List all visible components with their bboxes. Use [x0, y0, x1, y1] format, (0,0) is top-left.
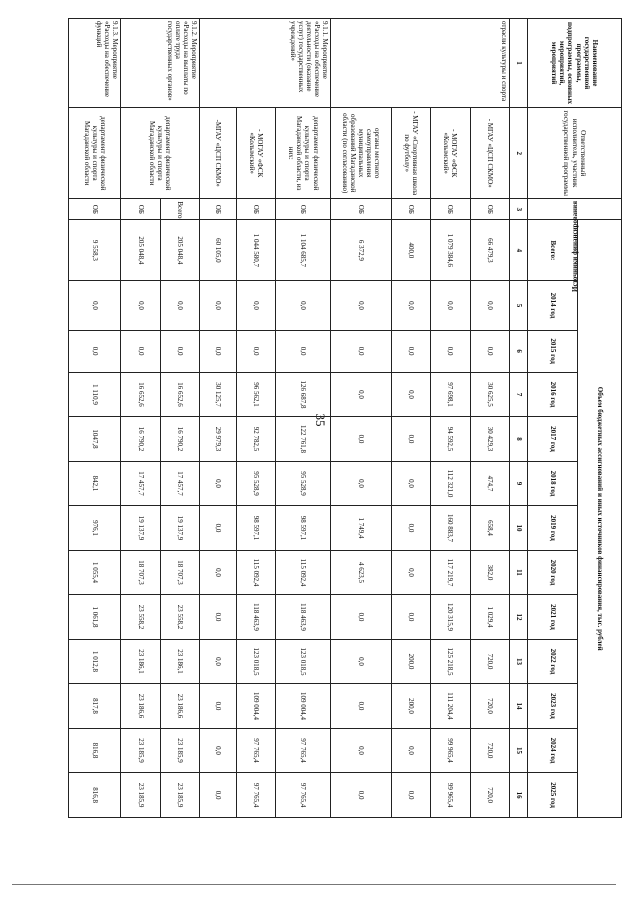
- row-year-value: 120 315,9: [431, 595, 470, 640]
- row-year-value: 99 965,4: [431, 728, 470, 773]
- row-year-value: 97 765,4: [276, 728, 331, 773]
- row-year-value: 17 457,7: [121, 461, 160, 506]
- col-number: 10: [510, 506, 528, 551]
- row-year-value: 19 137,9: [160, 506, 199, 551]
- row-year-value: 97 765,4: [237, 773, 276, 818]
- row-total-value: 66 479,3: [470, 220, 509, 281]
- header-year-2022: 2022 год: [528, 639, 578, 684]
- row-year-value: 18 707,3: [121, 550, 160, 595]
- row-year-value: 720,0: [470, 684, 509, 729]
- row-year-value: 109 004,4: [237, 684, 276, 729]
- row-year-value: 0,0: [121, 330, 160, 372]
- row-total-value: 9 558,3: [69, 220, 122, 281]
- row-source: ОБ: [470, 199, 509, 220]
- row-year-value: 1 012,8: [69, 639, 122, 684]
- header-year-2020: 2020 год: [528, 550, 578, 595]
- header-year-2023: 2023 год: [528, 684, 578, 729]
- row-year-value: 0,0: [160, 281, 199, 330]
- row-year-value: 0,0: [237, 281, 276, 330]
- col-number: 14: [510, 684, 528, 729]
- row-year-value: 0,0: [200, 330, 237, 372]
- row-executor: департамент физической культуры и спорта Магаданской области, из них:: [276, 108, 331, 199]
- col-number: 6: [510, 330, 528, 372]
- row-year-value: 115 092,4: [237, 550, 276, 595]
- row-year-value: 0,0: [331, 330, 391, 372]
- row-year-value: 111 204,4: [431, 684, 470, 729]
- row-year-value: 0,0: [200, 281, 237, 330]
- row-year-value: 0,0: [331, 281, 391, 330]
- row-year-value: 16 652,6: [121, 372, 160, 417]
- row-year-value: 23 558,2: [160, 595, 199, 640]
- row-total-value: 1 104 685,7: [276, 220, 331, 281]
- column-number-row: [510, 19, 528, 818]
- row-year-value: 23 185,9: [160, 773, 199, 818]
- row-year-value: 0,0: [391, 773, 430, 818]
- row-year-value: 0,0: [200, 550, 237, 595]
- col-number: 7: [510, 372, 528, 417]
- row-year-value: 18 707,3: [160, 550, 199, 595]
- table-frame: [68, 18, 622, 818]
- row-year-value: 23 558,2: [121, 595, 160, 640]
- row-year-value: 0,0: [121, 281, 160, 330]
- row-year-value: 0,0: [391, 728, 430, 773]
- row-year-value: 117 219,7: [431, 550, 470, 595]
- table-row: [391, 19, 430, 818]
- row-year-value: 122 761,8: [276, 417, 331, 462]
- row-year-value: 160 883,7: [431, 506, 470, 551]
- row-year-value: 0,0: [391, 330, 430, 372]
- row-year-value: 0,0: [331, 461, 391, 506]
- row-year-value: 0,0: [276, 281, 331, 330]
- page-bottom-rule: [12, 884, 616, 885]
- row-year-value: 1 061,8: [69, 595, 122, 640]
- row-year-value: 109 004,4: [276, 684, 331, 729]
- row-year-value: 0,0: [200, 506, 237, 551]
- header-total: Всего:: [528, 220, 578, 281]
- col-number: 4: [510, 220, 528, 281]
- col-number: 12: [510, 595, 528, 640]
- row-year-value: 1 749,4: [331, 506, 391, 551]
- col-number: 5: [510, 281, 528, 330]
- col-number: 2: [510, 108, 528, 199]
- header-year-2024: 2024 год: [528, 728, 578, 773]
- row-year-value: 16 790,2: [121, 417, 160, 462]
- table-row: [331, 19, 391, 818]
- row-year-value: 118 463,9: [276, 595, 331, 640]
- row-year-value: 0,0: [470, 330, 509, 372]
- row-executor: -МГАУ «ЦСП СКМО»: [200, 108, 237, 199]
- row-program-name: отрасли культуры и спорта: [331, 19, 510, 108]
- row-year-value: 23 186,6: [160, 684, 199, 729]
- table-row: [200, 19, 237, 818]
- row-year-value: 95 528,9: [237, 461, 276, 506]
- row-executor: - МОГАУ «ФСК «Колымский»: [237, 108, 276, 199]
- row-source: ОБ: [237, 199, 276, 220]
- row-year-value: 29 979,3: [200, 417, 237, 462]
- row-year-value: 0,0: [200, 639, 237, 684]
- row-year-value: 0,0: [200, 595, 237, 640]
- row-program-name: 9.1.1. Мероприятие «Расходы на обеспечение деятельности (оказание услуг) государственных учреждений»: [200, 19, 331, 108]
- row-year-value: 4 623,5: [331, 550, 391, 595]
- col-number: 1: [510, 19, 528, 108]
- row-executor: департамент физической культуры и спорта Магаданской области: [69, 108, 122, 199]
- row-year-value: 0,0: [160, 330, 199, 372]
- header-volume: Объем бюджетных ассигнований и иных источников финансирования, тыс. рублей: [578, 220, 622, 818]
- header-year-2021: 2021 год: [528, 595, 578, 640]
- rotated-table-container: [68, 18, 622, 818]
- row-year-value: 99 965,4: [431, 773, 470, 818]
- row-year-value: 118 463,9: [237, 595, 276, 640]
- row-year-value: 0,0: [331, 372, 391, 417]
- row-total-value: 1 079 384,6: [431, 220, 470, 281]
- row-year-value: 0,0: [391, 417, 430, 462]
- row-year-value: 0,0: [331, 417, 391, 462]
- row-year-value: 817,8: [69, 684, 122, 729]
- header-year-2016: 2016 год: [528, 372, 578, 417]
- page-number: 35: [313, 413, 328, 427]
- row-executor: департамент физической культуры и спорта Магаданской области: [121, 108, 200, 199]
- row-source: ОБ: [121, 199, 160, 220]
- row-year-value: 0,0: [331, 773, 391, 818]
- col-number: 13: [510, 639, 528, 684]
- row-year-value: 200,0: [391, 639, 430, 684]
- row-year-value: 976,1: [69, 506, 122, 551]
- row-program-name: 9.1.3. Мероприятие «Расходы на обеспечение функций: [69, 19, 122, 108]
- row-year-value: 126 687,8: [276, 372, 331, 417]
- row-year-value: 0,0: [276, 330, 331, 372]
- row-year-value: 200,0: [391, 684, 430, 729]
- row-total-value: 205 048,4: [160, 220, 199, 281]
- row-year-value: 0,0: [200, 684, 237, 729]
- row-year-value: 30 125,7: [200, 372, 237, 417]
- row-year-value: 30 625,5: [470, 372, 509, 417]
- table-row: [431, 19, 470, 818]
- row-year-value: 95 528,9: [276, 461, 331, 506]
- header-year-2025: 2025 год: [528, 773, 578, 818]
- row-total-value: 6 372,9: [331, 220, 391, 281]
- table-row: [276, 19, 331, 818]
- row-year-value: 0,0: [69, 330, 122, 372]
- row-year-value: 0,0: [200, 461, 237, 506]
- row-year-value: 98 597,1: [276, 506, 331, 551]
- header-year-2018: 2018 год: [528, 461, 578, 506]
- financing-table: [68, 18, 622, 818]
- row-year-value: 0,0: [391, 595, 430, 640]
- row-total-value: 60 105,0: [200, 220, 237, 281]
- row-year-value: 17 457,7: [160, 461, 199, 506]
- row-year-value: 23 185,9: [121, 773, 160, 818]
- row-year-value: 658,4: [470, 506, 509, 551]
- row-year-value: 382,0: [470, 550, 509, 595]
- row-year-value: 0,0: [391, 461, 430, 506]
- col-number: 15: [510, 728, 528, 773]
- row-year-value: 0,0: [391, 506, 430, 551]
- row-year-value: 125 218,5: [431, 639, 470, 684]
- row-year-value: 30 429,3: [470, 417, 509, 462]
- row-year-value: 0,0: [391, 372, 430, 417]
- col-number: 3: [510, 199, 528, 220]
- table-body: [69, 19, 510, 818]
- row-year-value: 97 765,4: [276, 773, 331, 818]
- row-executor: - МГАУ «Спортивная школа по футболу»: [391, 108, 430, 199]
- row-year-value: 16 790,2: [160, 417, 199, 462]
- row-year-value: 19 137,9: [121, 506, 160, 551]
- row-source: ОБ: [200, 199, 237, 220]
- row-year-value: 0,0: [200, 728, 237, 773]
- row-year-value: 1 110,9: [69, 372, 122, 417]
- row-year-value: 23 185,9: [160, 728, 199, 773]
- row-year-value: 0,0: [391, 281, 430, 330]
- row-year-value: 0,0: [331, 639, 391, 684]
- table-row: [69, 19, 122, 818]
- row-year-value: 720,0: [470, 639, 509, 684]
- row-executor: органы местного самоуправления муниципальных образований Магаданской области (по согласованию): [331, 108, 391, 199]
- row-year-value: 816,8: [69, 728, 122, 773]
- row-year-value: 720,0: [470, 773, 509, 818]
- row-year-value: 720,0: [470, 728, 509, 773]
- row-year-value: 123 018,5: [237, 639, 276, 684]
- row-program-name: 9.1.2. Мероприятие «Расходы на выплаты по оплате труда государственных органов»: [121, 19, 200, 108]
- header-executor: Ответственный исполнитель, участник государственной программы: [528, 108, 622, 199]
- row-year-value: 98 597,1: [237, 506, 276, 551]
- row-year-value: 842,1: [69, 461, 122, 506]
- table-row: [237, 19, 276, 818]
- col-number: 11: [510, 550, 528, 595]
- header-year-2017: 2017 год: [528, 417, 578, 462]
- row-executor: - МГАУ «ЦСП СКМО»: [470, 108, 509, 199]
- header-name: Наименование государственной программы, подпрограммы, основных мероприятий, мероприятий: [528, 19, 622, 108]
- row-year-value: 1 055,4: [69, 550, 122, 595]
- row-year-value: 0,0: [431, 330, 470, 372]
- row-year-value: 23 185,9: [121, 728, 160, 773]
- row-source: ОБ: [276, 199, 331, 220]
- row-year-value: 23 186,1: [121, 639, 160, 684]
- row-year-value: 112 321,0: [431, 461, 470, 506]
- row-total-value: 400,0: [391, 220, 430, 281]
- row-year-value: 97 698,1: [431, 372, 470, 417]
- row-source: ОБ: [331, 199, 391, 220]
- row-year-value: 16 652,6: [160, 372, 199, 417]
- header-year-2014: 2014 год: [528, 281, 578, 330]
- row-year-value: 0,0: [200, 773, 237, 818]
- table-row: [470, 19, 509, 818]
- row-source: Всего:: [160, 199, 199, 220]
- table-row: [160, 19, 199, 818]
- row-source: ОБ: [431, 199, 470, 220]
- row-year-value: 23 186,6: [121, 684, 160, 729]
- row-year-value: 0,0: [431, 281, 470, 330]
- row-year-value: 0,0: [331, 728, 391, 773]
- header-source-text: Источники финансирования: [570, 201, 579, 293]
- row-year-value: 0,0: [69, 281, 122, 330]
- row-year-value: 0,0: [331, 684, 391, 729]
- col-number: 9: [510, 461, 528, 506]
- row-year-value: 474,7: [470, 461, 509, 506]
- row-year-value: 92 782,5: [237, 417, 276, 462]
- row-year-value: 0,0: [331, 595, 391, 640]
- row-year-value: 1 029,4: [470, 595, 509, 640]
- col-number: 8: [510, 417, 528, 462]
- row-source: ОБ: [391, 199, 430, 220]
- row-year-value: 94 592,5: [431, 417, 470, 462]
- col-number: 16: [510, 773, 528, 818]
- row-year-value: 0,0: [237, 330, 276, 372]
- row-source: ОБ: [69, 199, 122, 220]
- row-year-value: 115 092,4: [276, 550, 331, 595]
- row-year-value: 97 765,4: [237, 728, 276, 773]
- row-executor: - МОГАУ «ФСК «Колымский»: [431, 108, 470, 199]
- row-year-value: 96 562,1: [237, 372, 276, 417]
- row-total-value: 1 044 580,7: [237, 220, 276, 281]
- header-year-2019: 2019 год: [528, 506, 578, 551]
- row-year-value: 0,0: [470, 281, 509, 330]
- row-year-value: 0,0: [391, 550, 430, 595]
- row-year-value: 23 186,1: [160, 639, 199, 684]
- row-total-value: 205 048,4: [121, 220, 160, 281]
- row-year-value: 123 018,5: [276, 639, 331, 684]
- row-year-value: 1047,8: [69, 417, 122, 462]
- row-year-value: 816,8: [69, 773, 122, 818]
- header-year-2015: 2015 год: [528, 330, 578, 372]
